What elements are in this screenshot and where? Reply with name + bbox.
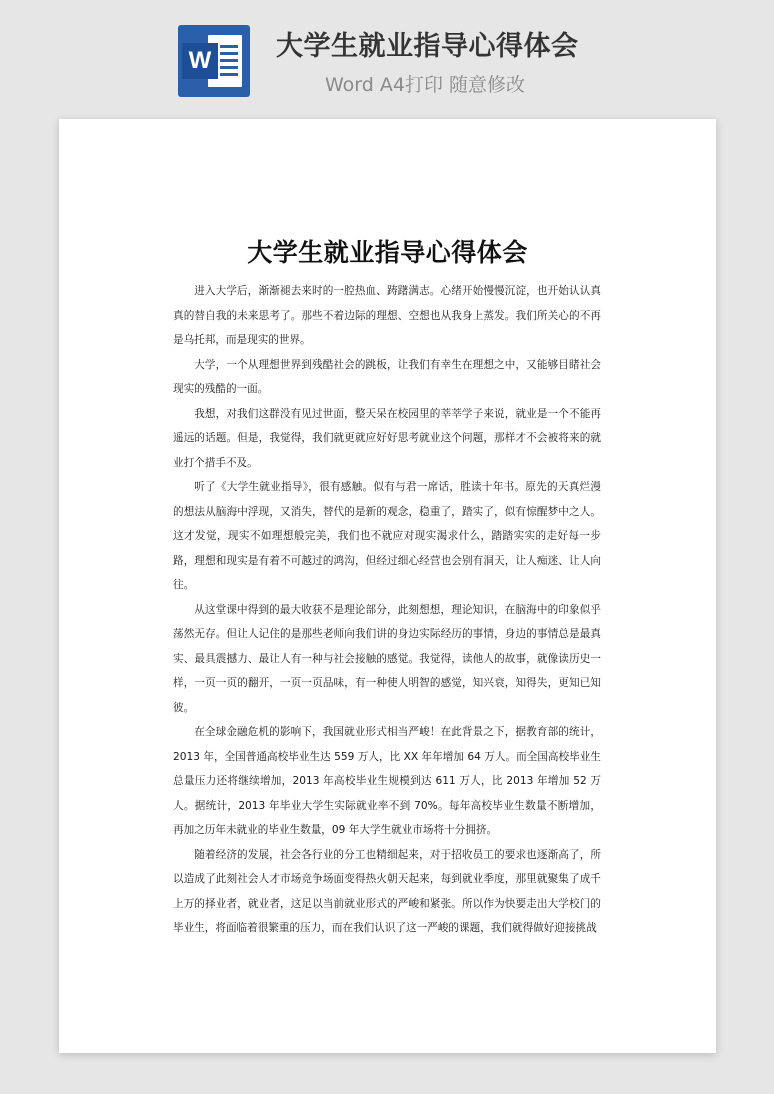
header-title: 大学生就业指导心得体会: [276, 31, 579, 62]
paragraph: 进入大学后，渐渐褪去来时的一腔热血、踌躇满志。心绪开始慢慢沉淀，也开始认认真真的替自我的未来思考了。那些不着边际的理想、空想也从我身上蒸发。我们所关心的不再是乌托邦，而是现实的世界。: [173, 285, 601, 346]
document-body: [173, 279, 601, 941]
header: [0, 0, 774, 110]
paragraph: 在全球金融危机的影响下，我国就业形式相当严峻！在此背景之下，据教育部的统计，2013 年，全国普通高校毕业生达 559 万人，比 XX 年年增加 64 万人。而全国高校毕业生总量压力还将继续增加，2013 年高校毕业生规模到达 611 万人，比 2013 年增加 52 万人。据统计，2013 年毕业大学生实际就业率不到 70%。每年高校毕业生数量不断增加，再加之历年未就业的毕业生数量，09 年大学生就业市场将十分拥挤。: [173, 726, 601, 836]
paragraph: 大学，一个从理想世界到残酷社会的跳板，让我们有幸生在理想之中，又能够目睹社会现实的残酷的一面。: [173, 358, 601, 395]
paragraph: 从这堂课中得到的最大收获不是理论部分，此刻想想，理论知识，在脑海中的印象似乎荡然无存。但让人记住的是那些老师向我们讲的身边实际经历的事情，身边的事情总是最真实、最具震撼力、最让人有一种与社会接触的感觉。我觉得，读他人的故事，就像读历史一样，一页一页的翻开，一页一页品味，有一种使人明智的感觉，知兴衰，知得失，更知已知彼。: [173, 603, 601, 714]
paragraph: 随着经济的发展，社会各行业的分工也精细起来，对于招收员工的要求也逐渐高了，所以造成了此刻社会人才市场竞争场面变得热火朝天起来，每到就业季度，那里就聚集了成千上万的择业者，就业者，这足以当前就业形式的严峻和紧张。所以作为快要走出大学校门的毕业生，将面临着很繁重的压力，而在我们认识了这一严峻的课题，我们就得做好迎接挑战: [173, 848, 601, 934]
paragraph: 听了《大学生就业指导》，很有感触。似有与君一席话，胜读十年书。原先的天真烂漫的想法从脑海中浮现，又消失，替代的是新的观念，稳重了，踏实了，似有惊醒梦中之人。这才发觉，现实不如理想般完美，我们也不就应对现实渴求什么，踏踏实实的走好每一步路，理想和现实是有着不可越过的鸿沟，但经过细心经营也会别有洞天，让人痴迷、让人向往。: [173, 481, 601, 591]
word-letter-badge: W: [182, 43, 218, 79]
header-subtitle: Word A4打印 随意修改: [325, 74, 526, 96]
paragraph: 我想，对我们这群没有见过世面，整天呆在校园里的莘莘学子来说，就业是一个不能再遥远的话题。但是，我觉得，我们就更就应好好思考就业这个问题，那样才不会被将来的就业打个措手不及。: [173, 407, 601, 469]
word-icon: [178, 25, 250, 97]
document-page: [59, 119, 716, 1053]
document-title: 大学生就业指导心得体会: [247, 238, 528, 267]
